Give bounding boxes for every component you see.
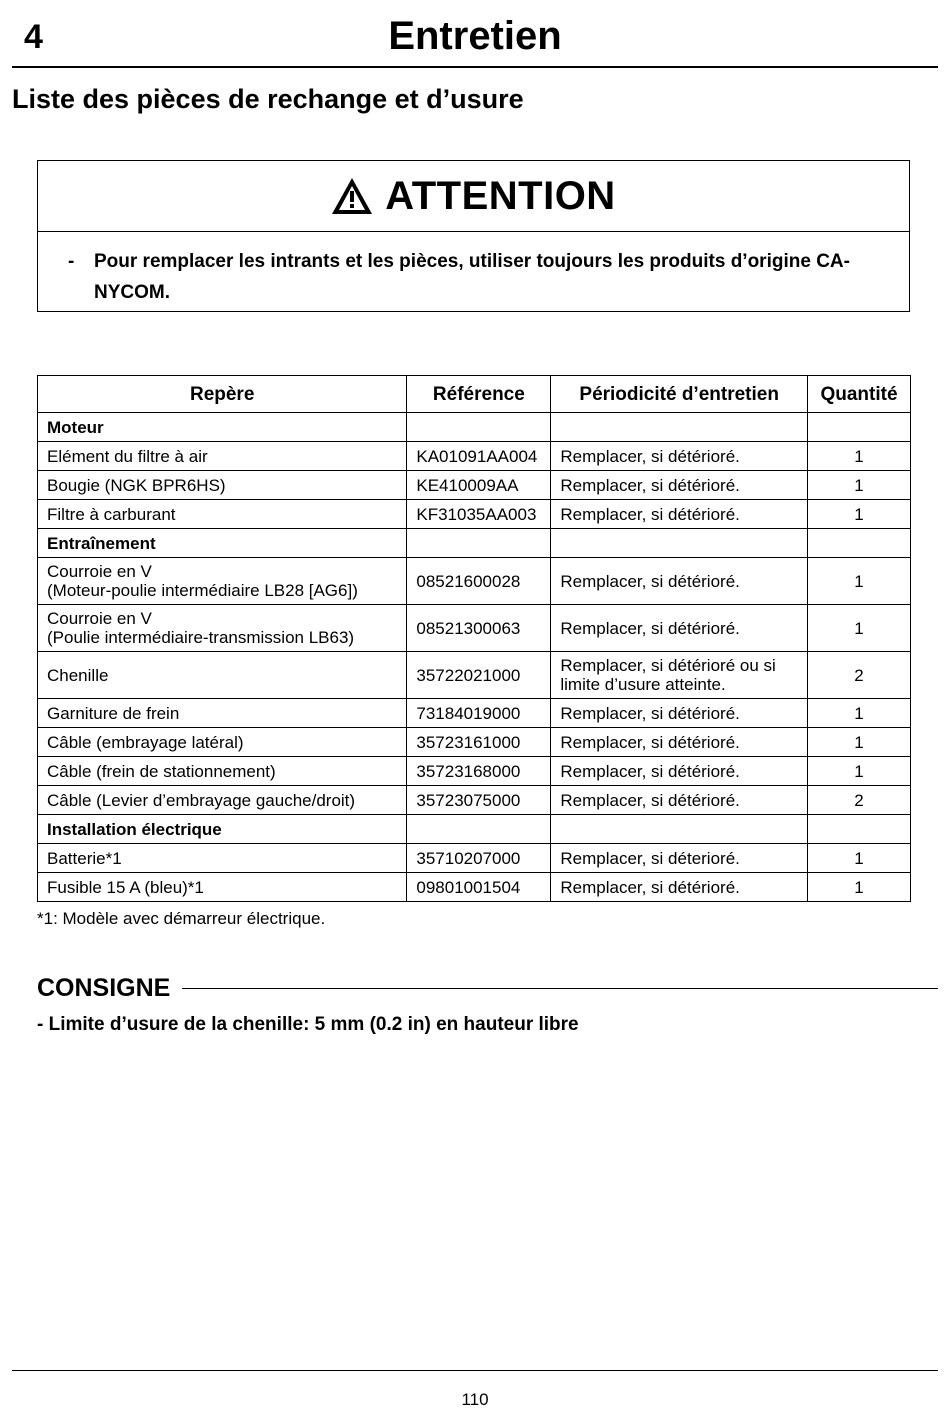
- period-cell: [551, 471, 808, 500]
- quantity-cell: 2: [807, 652, 910, 699]
- empty-cell: [807, 815, 910, 844]
- reference-cell: 73184019000: [407, 699, 551, 728]
- cell-text: Bougie (NGK BPR6HS): [47, 475, 226, 495]
- table-row: [38, 605, 911, 652]
- empty-cell: [407, 413, 551, 442]
- period-cell: [551, 728, 808, 757]
- reference-cell: 35723161000: [407, 728, 551, 757]
- page-header: [12, 0, 938, 68]
- table-row: [38, 442, 911, 471]
- period-cell: [551, 844, 808, 873]
- cell-text: Garniture de frein: [47, 703, 180, 723]
- item-cell: [38, 786, 407, 815]
- cell-text: Remplacer, si détérioré.: [560, 446, 740, 466]
- quantity-cell: 1: [807, 558, 910, 605]
- cell-text: Courroie en V: [47, 562, 152, 581]
- quantity-cell: 1: [807, 442, 910, 471]
- table-header-row: [38, 376, 911, 413]
- empty-cell: [551, 529, 808, 558]
- table-row: [38, 844, 911, 873]
- group-label: Moteur: [38, 413, 407, 442]
- period-cell: [551, 605, 808, 652]
- item-cell: [38, 558, 407, 605]
- table-group-row: [38, 815, 911, 844]
- empty-cell: [807, 413, 910, 442]
- cell-text: Remplacer, si détérioré.: [560, 618, 740, 638]
- table-row: [38, 728, 911, 757]
- table-row: [38, 873, 911, 902]
- table-row: [38, 699, 911, 728]
- cell-text: Remplacer, si détérioré.: [560, 732, 740, 752]
- item-cell: [38, 652, 407, 699]
- cell-text: Batterie*1: [47, 848, 122, 868]
- quantity-cell: 2: [807, 786, 910, 815]
- cell-text: Remplacer, si détérioré.: [560, 761, 740, 781]
- period-cell: [551, 558, 808, 605]
- quantity-cell: 1: [807, 605, 910, 652]
- reference-cell: 35722021000: [407, 652, 551, 699]
- column-header-period: Périodicité d’entretien: [551, 376, 808, 413]
- item-cell: [38, 500, 407, 529]
- table-row: [38, 757, 911, 786]
- cell-text: Filtre à carburant: [47, 504, 176, 524]
- attention-box: [37, 160, 910, 312]
- cell-text: Remplacer, si détérioré.: [560, 703, 740, 723]
- item-cell: [38, 605, 407, 652]
- reference-cell: KE410009AA: [407, 471, 551, 500]
- quantity-cell: 1: [807, 728, 910, 757]
- attention-text-line: NYCOM.: [94, 282, 170, 303]
- attention-title: ATTENTION: [385, 173, 616, 218]
- attention-text-line: Pour remplacer les intrants et les pièces, utiliser toujours les produits d’origine CA-: [94, 251, 850, 272]
- reference-cell: KF31035AA003: [407, 500, 551, 529]
- item-cell: [38, 699, 407, 728]
- table-row: [38, 786, 911, 815]
- reference-cell: 09801001504: [407, 873, 551, 902]
- chapter-title: Entretien: [388, 14, 562, 58]
- reference-cell: 08521300063: [407, 605, 551, 652]
- quantity-cell: 1: [807, 844, 910, 873]
- column-header-item: Repère: [38, 376, 407, 413]
- consigne-text: - Limite d’usure de la chenille: 5 mm (0.2 in) en hauteur libre: [37, 1014, 579, 1035]
- attention-header: [38, 161, 909, 232]
- cell-text: (Moteur-poulie intermédiaire LB28 [AG6]): [47, 581, 358, 600]
- warning-triangle-icon: [331, 177, 373, 215]
- footer-divider: [12, 1370, 938, 1371]
- item-cell: [38, 728, 407, 757]
- group-label: Installation électrique: [38, 815, 407, 844]
- period-cell: [551, 442, 808, 471]
- column-header-reference: Référence: [407, 376, 551, 413]
- table-group-row: [38, 529, 911, 558]
- item-cell: [38, 757, 407, 786]
- cell-text: Courroie en V: [47, 609, 152, 628]
- period-cell: [551, 757, 808, 786]
- section-title: Liste des pièces de rechange et d’usure: [12, 84, 524, 114]
- empty-cell: [407, 815, 551, 844]
- page-number: 110: [461, 1390, 489, 1409]
- empty-cell: [551, 413, 808, 442]
- cell-text: Remplacer, si détérioré.: [560, 504, 740, 524]
- cell-text: Remplacer, si détérioré.: [560, 475, 740, 495]
- table-group-row: [38, 413, 911, 442]
- reference-cell: 08521600028: [407, 558, 551, 605]
- quantity-cell: 1: [807, 699, 910, 728]
- cell-text: Remplacer, si détérioré.: [560, 571, 740, 591]
- table-row: [38, 471, 911, 500]
- item-cell: [38, 873, 407, 902]
- column-header-quantity: Quantité: [807, 376, 910, 413]
- period-cell: [551, 500, 808, 529]
- table-row: [38, 500, 911, 529]
- item-cell: [38, 844, 407, 873]
- empty-cell: [551, 815, 808, 844]
- attention-item: [38, 232, 909, 308]
- period-cell: [551, 652, 808, 699]
- cell-text: Remplacer, si détérioré.: [560, 877, 740, 897]
- footnote: *1: Modèle avec démarreur électrique.: [37, 909, 326, 928]
- cell-text: Câble (embrayage latéral): [47, 732, 244, 752]
- cell-text: limite d’usure atteinte.: [560, 675, 726, 694]
- consigne-divider: [182, 988, 938, 989]
- table-row: [38, 558, 911, 605]
- empty-cell: [807, 529, 910, 558]
- consigne-title: CONSIGNE: [37, 974, 171, 1002]
- cell-text: Remplacer, si détérioré.: [560, 790, 740, 810]
- bullet-dash: -: [68, 251, 75, 272]
- reference-cell: 35710207000: [407, 844, 551, 873]
- quantity-cell: 1: [807, 873, 910, 902]
- table-row: [38, 652, 911, 699]
- cell-text: Fusible 15 A (bleu)*1: [47, 877, 204, 897]
- cell-text: Remplacer, si détérioré ou si: [560, 656, 776, 675]
- item-cell: [38, 471, 407, 500]
- cell-text: Remplacer, si déterioré.: [560, 848, 740, 868]
- quantity-cell: 1: [807, 500, 910, 529]
- empty-cell: [407, 529, 551, 558]
- cell-text: Chenille: [47, 665, 109, 685]
- quantity-cell: 1: [807, 471, 910, 500]
- quantity-cell: 1: [807, 757, 910, 786]
- group-label: Entraînement: [38, 529, 407, 558]
- item-cell: [38, 442, 407, 471]
- period-cell: [551, 699, 808, 728]
- period-cell: [551, 873, 808, 902]
- reference-cell: 35723168000: [407, 757, 551, 786]
- cell-text: Elément du filtre à air: [47, 446, 208, 466]
- cell-text: Câble (frein de stationnement): [47, 761, 276, 781]
- period-cell: [551, 786, 808, 815]
- chapter-number: 4: [24, 18, 43, 56]
- parts-table: [37, 375, 911, 902]
- cell-text: (Poulie intermédiaire-transmission LB63): [47, 628, 355, 647]
- cell-text: Câble (Levier d’embrayage gauche/droit): [47, 790, 356, 810]
- reference-cell: KA01091AA004: [407, 442, 551, 471]
- reference-cell: 35723075000: [407, 786, 551, 815]
